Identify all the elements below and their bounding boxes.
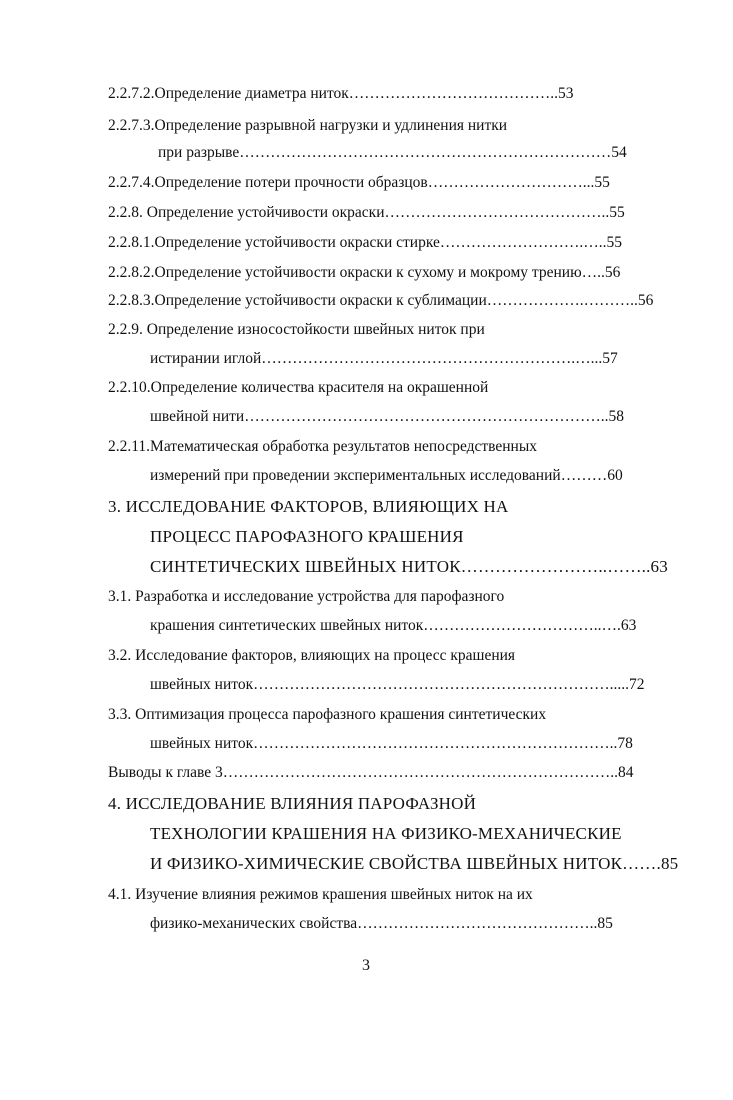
toc-line: 2.2.8.1.Определение устойчивости окраски стирке……………………….…..55 (108, 234, 622, 251)
toc-chapter-heading: И ФИЗИКО-ХИМИЧЕСКИЕ СВОЙСТВА ШВЕЙНЫХ НИТОК…….85 (150, 854, 679, 873)
toc-chapter-heading: 4. ИССЛЕДОВАНИЕ ВЛИЯНИЯ ПАРОФАЗНОЙ (108, 794, 477, 813)
toc-line: 2.2.7.4.Определение потери прочности образцов…………………………...55 (108, 174, 610, 191)
toc-line: 2.2.7.3.Определение разрывной нагрузки и удлинения нитки (108, 117, 508, 134)
toc-line: истирании иглой…………………………………………………….…...57 (150, 350, 618, 367)
toc-line: измерений при проведении экспериментальных исследований………60 (150, 467, 623, 484)
toc-line: физико-механических свойства………………………………………..85 (150, 915, 613, 932)
toc-line: 3.2. Исследование факторов, влияющих на процесс крашения (108, 647, 516, 664)
page-number: 3 (362, 957, 370, 974)
toc-line: 2.2.10.Определение количества красителя на окрашенной (108, 379, 489, 396)
toc-line: швейных ниток……………………………………………………………..78 (150, 735, 633, 752)
toc-line: 2.2.7.2.Определение диаметра ниток…………………………………..53 (108, 85, 574, 102)
toc-chapter-heading: СИНТЕТИЧЕСКИХ ШВЕЙНЫХ НИТОК……………………..……..63 (150, 557, 668, 576)
toc-line: Выводы к главе 3…………………………………………………………………..84 (108, 764, 634, 781)
toc-line: 2.2.8.2.Определение устойчивости окраски к сухому и мокрому трению…..56 (108, 264, 621, 281)
toc-line: при разрыве………………………………………………………………54 (158, 144, 627, 161)
toc-line: швейной нити……………………………………………………………..58 (150, 408, 624, 425)
toc-line: 2.2.9. Определение износостойкости швейных ниток при (108, 321, 485, 338)
toc-line: 3.1. Разработка и исследование устройства для парофазного (108, 588, 505, 605)
toc-line: 4.1. Изучение влияния режимов крашения швейных ниток на их (108, 886, 533, 903)
toc-chapter-heading: ТЕХНОЛОГИИ КРАШЕНИЯ НА ФИЗИКО-МЕХАНИЧЕСКИЕ (150, 824, 622, 843)
toc-line: 2.2.8. Определение устойчивости окраски……………………………………..55 (108, 204, 625, 221)
toc-line: швейных ниток…………………………………………………………….....72 (150, 676, 645, 693)
toc-line: крашения синтетических швейных ниток……………………………..….63 (150, 617, 637, 634)
toc-chapter-heading: 3. ИССЛЕДОВАНИЕ ФАКТОРОВ, ВЛИЯЮЩИХ НА (108, 497, 509, 516)
toc-line: 2.2.11.Математическая обработка результатов непосредственных (108, 438, 538, 455)
toc-line: 3.3. Оптимизация процесса парофазного крашения синтетических (108, 706, 547, 723)
toc-chapter-heading: ПРОЦЕСС ПАРОФАЗНОГО КРАШЕНИЯ (150, 527, 464, 546)
toc-line: 2.2.8.3.Определение устойчивости окраски к сублимации……………….………..56 (108, 292, 654, 309)
